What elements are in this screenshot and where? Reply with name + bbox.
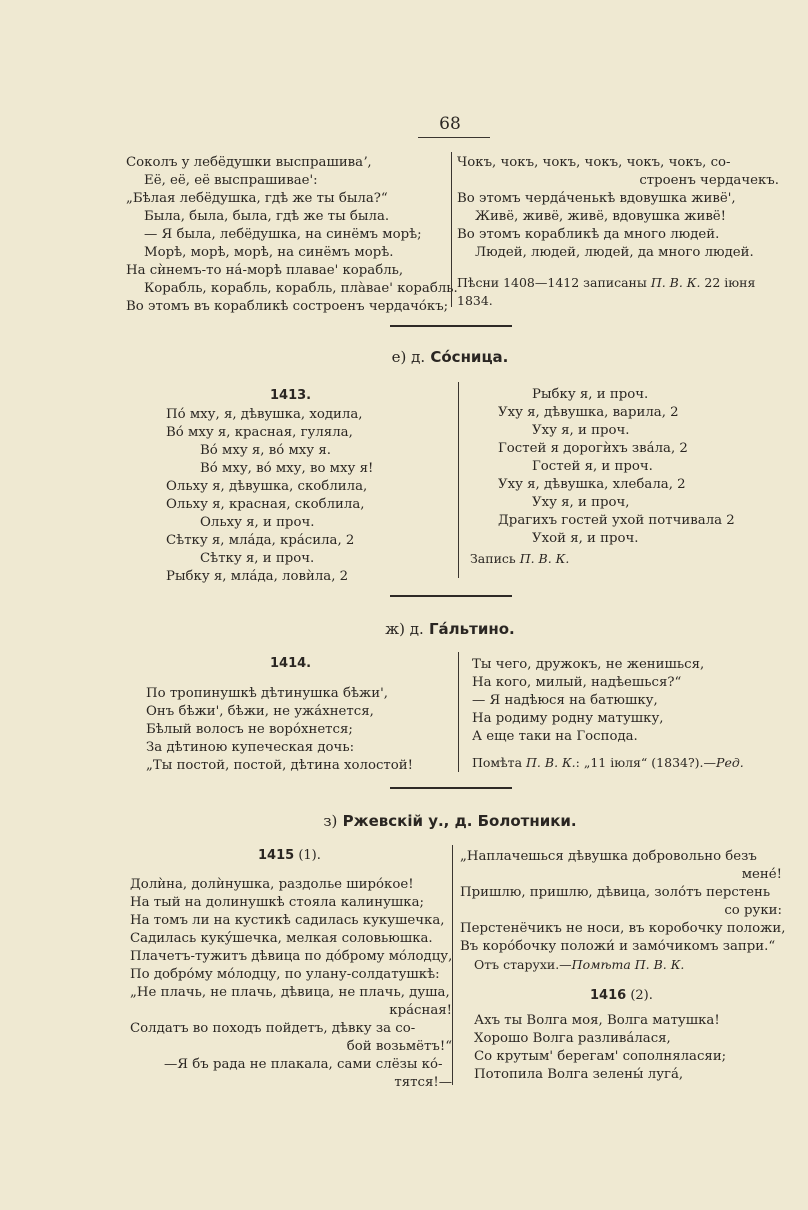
verse-line: тятся!— <box>394 1075 452 1090</box>
verse-line: Гостей я, и проч. <box>532 459 653 474</box>
verse-line: По́ мху, я, дѣвушка, ходила, <box>166 407 363 422</box>
verse-line: Соколъ у лебёдушки выспрашиваʼ, <box>126 155 372 170</box>
verse-line: Ахъ ты Волга моя, Волга матушка! <box>474 1013 720 1028</box>
song-1413-right <box>498 386 735 548</box>
verse-line: Рыбку я, млáда, ловѝла, 2 <box>166 569 349 584</box>
column-divider <box>458 652 459 772</box>
top-right-column <box>457 154 779 310</box>
verse-line: На кого, милый, надѣешься?“ <box>472 675 682 690</box>
song-number-1414: 1414. <box>270 656 312 671</box>
verse-line: Во́ мху я, во́ мху я. <box>200 443 331 458</box>
verse-line: Во этомъ чердáченькѣ вдовушка живё', <box>457 191 736 206</box>
verse-line: Уху я, дѣвушка, хлебала, 2 <box>498 477 686 492</box>
top-left-column <box>126 154 458 316</box>
editor-note-cont: 1834. <box>457 293 493 308</box>
verse-line: Была, была, была, гдѣ же ты была. <box>144 209 390 224</box>
verse-line: Садилась кукýшечка, мелкая соловьюшка. <box>130 931 433 946</box>
verse-line: „Не плачь, не плачь, дѣвица, не плачь, душа, <box>130 985 450 1000</box>
verse-line: Во́ мху я, красная, гуляла, <box>166 425 353 440</box>
verse-line: Рыбку я, и проч. <box>532 387 649 402</box>
verse-line: Драгихъ гостей ухой потчивала 2 <box>498 513 735 528</box>
page-number: 68 <box>439 114 461 134</box>
editor-note: Пѣсни 1408—1412 записаны П. В. К. 22 іюня <box>457 275 756 290</box>
verse-line: Морѣ, морѣ, морѣ, на синёмъ морѣ. <box>144 245 394 260</box>
verse-line: Корабль, корабль, корабль, плàвае' корабль. <box>144 281 458 296</box>
column-divider <box>451 152 452 307</box>
verse-line: — Я была, лебёдушка, на синёмъ морѣ; <box>144 227 422 242</box>
verse-line: со руки: <box>724 903 782 918</box>
verse-line: Во́ мху, во́ мху, во мху я! <box>200 461 374 476</box>
verse-line: За дѣтиною купеческая дочь: <box>146 740 355 755</box>
verse-line: Ольху я, дѣвушка, скоблила, <box>166 479 368 494</box>
verse-line: Въ коро́бочку положи́ и замо́чикомъ запри.“ <box>460 939 776 954</box>
verse-line: Сѣтку я, и проч. <box>200 551 315 566</box>
song-1414-left <box>146 685 413 775</box>
section-rule <box>390 325 512 327</box>
verse-line: По добро́му мо́лодцу, по улану-солдатушкѣ: <box>130 967 440 982</box>
verse-line: По тропинушкѣ дѣтинушка бѣжи', <box>146 686 388 701</box>
editor-note: Отъ старухи.—Помѣта П. В. К. <box>474 957 685 972</box>
verse-line: Гостей я дорогѝхъ звáла, 2 <box>498 441 688 456</box>
verse-line: Во этомъ въ корабликѣ состроенъ чердачо́къ; <box>126 299 449 314</box>
verse-line: Уху я, и проч. <box>532 423 630 438</box>
verse-line: „Ты постой, постой, дѣтина холостой! <box>146 758 413 773</box>
section-heading-e: е) д. Со́сница. <box>391 348 509 366</box>
verse-line: На томъ ли на кустикѣ садилась кукушечка, <box>130 913 445 928</box>
verse-line: Чокъ, чокъ, чокъ, чокъ, чокъ, чокъ, со- <box>457 155 731 170</box>
verse-line: Сѣтку я, млáда, крáсила, 2 <box>166 533 355 548</box>
verse-line: Перстенёчикъ не носи, въ коробочку положи, <box>460 921 786 936</box>
verse-line: Онъ бѣжи', бѣжи, не ужáхнется, <box>146 704 374 719</box>
verse-line: —Я бъ рада не плакала, сами слёзы ко́- <box>164 1057 443 1072</box>
column-divider <box>452 845 453 1085</box>
verse-line: А еще таки на Господа. <box>472 729 638 744</box>
verse-line: Её, её, её выспрашивае': <box>144 173 318 188</box>
verse-line: — Я надѣюся на батюшку, <box>472 693 658 708</box>
verse-line: Бѣлый волосъ не воро́хнется; <box>146 722 353 737</box>
section-heading-z: з) Ржевскій у., д. Болотники. <box>323 812 577 830</box>
verse-line: Людей, людей, людей, да много людей. <box>475 245 754 260</box>
song-number-1415: 1415 (1). <box>258 848 321 863</box>
verse-line: Живё, живё, живё, вдовушка живё! <box>475 209 727 224</box>
column-divider <box>458 382 459 578</box>
verse-line: Во этомъ корабликѣ да много людей. <box>457 227 720 242</box>
verse-line: Со крутым' берегам' сополняласяи; <box>474 1049 727 1064</box>
song-1414-right <box>472 656 704 746</box>
verse-line: Плачетъ-тужитъ дѣвица по до́брому мо́лодцу, <box>130 949 453 964</box>
editor-note: Помѣта П. В. К.: „11 іюля“ (1834?).—Ред. <box>472 755 744 770</box>
verse-line: Ты чего, дружокъ, не женишься, <box>472 657 705 672</box>
verse-line: строенъ чердачекъ. <box>639 173 779 188</box>
verse-line: Пришлю, пришлю, дѣвица, золо́тъ перстень <box>460 885 771 900</box>
verse-line: Уху я, и проч, <box>532 495 630 510</box>
verse-line: На тый на долинушкѣ стояла калинушка; <box>130 895 425 910</box>
verse-line: Хорошо Волга разливáлася, <box>474 1031 671 1046</box>
section-rule <box>390 595 512 597</box>
verse-line: „Бѣлая лебёдушка, гдѣ же ты была?“ <box>126 191 388 206</box>
section-heading-zh: ж) д. Гáльтино. <box>385 620 515 638</box>
verse-line: Ухой я, и проч. <box>532 531 639 546</box>
page-number-rule <box>418 137 490 138</box>
verse-line: Ольху я, красная, скоблила, <box>166 497 365 512</box>
section-rule <box>390 787 512 789</box>
editor-note: Запись П. В. К. <box>470 551 570 566</box>
verse-line: Ольху я, и проч. <box>200 515 315 530</box>
verse-line: „Наплачешься дѣвушка добровольно безъ <box>460 849 757 864</box>
verse-line: Уху я, дѣвушка, варила, 2 <box>498 405 679 420</box>
verse-line: Солдатъ во походъ пойдетъ, дѣвку за со- <box>130 1021 416 1036</box>
song-1415-right <box>460 848 786 974</box>
verse-line: крáсная! <box>389 1003 452 1018</box>
song-number-1416: 1416 (2). <box>590 988 653 1003</box>
verse-line: Потопила Волга зелены́ лугá, <box>474 1067 684 1082</box>
song-1413-left <box>166 406 373 586</box>
song-1415-left <box>130 876 452 1092</box>
verse-line: бой возьмётъ!“ <box>346 1039 452 1054</box>
verse-line: мене́! <box>741 867 782 882</box>
song-number-1413: 1413. <box>270 388 312 403</box>
song-1416 <box>474 1012 726 1084</box>
verse-line: Долѝна, долѝнушка, раздолье широ́кое! <box>130 877 414 892</box>
verse-line: На родиму родну матушку, <box>472 711 664 726</box>
verse-line: На сѝнемъ-то нá-морѣ плавае' корабль, <box>126 263 404 278</box>
